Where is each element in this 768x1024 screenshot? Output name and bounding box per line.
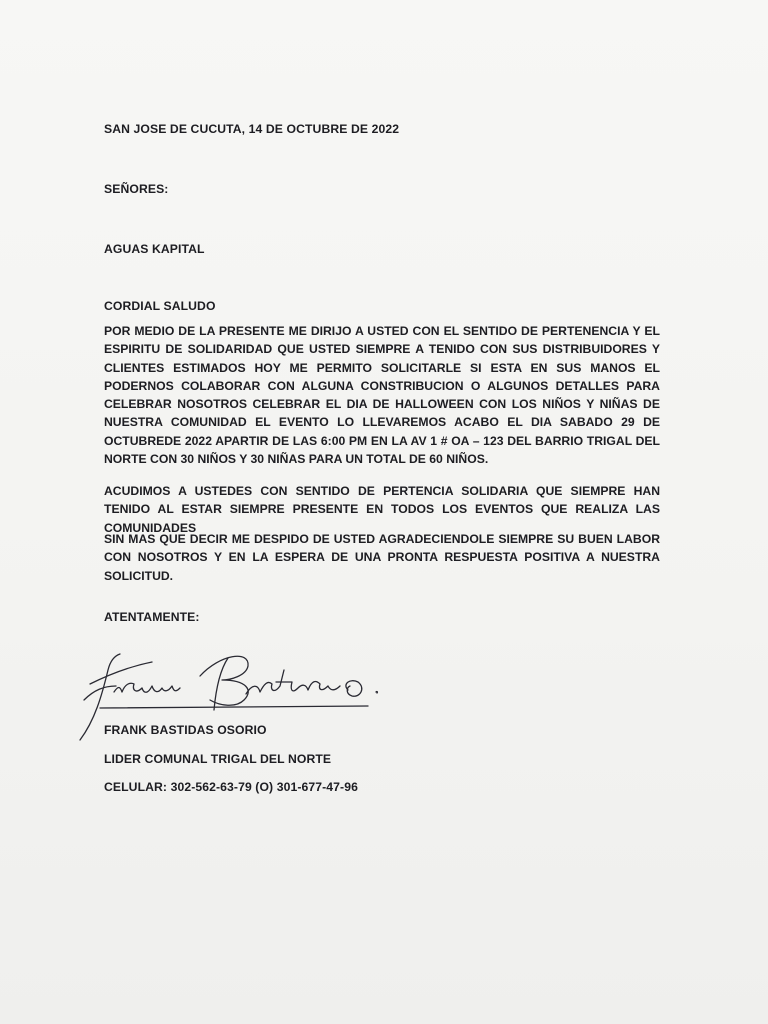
signer-title: LIDER COMUNAL TRIGAL DEL NORTE [104, 752, 332, 766]
body-paragraph-3: SIN MAS QUE DECIR ME DESPIDO DE USTED AGRADECIENDOLE SIEMPRE SU BUEN LABOR CON NOSOTROS Y EN LA ESPERA DE UNA PRONTA RESPUESTA POSITIVA A NUESTRA SOLICITUD. [104, 532, 660, 583]
signer-phone: CELULAR: 302-562-63-79 (O) 301-677-47-96 [104, 780, 358, 794]
closing: ATENTAMENTE: [104, 610, 200, 624]
greeting: CORDIAL SALUDO [104, 299, 216, 313]
signature-stroke [376, 692, 377, 693]
body-paragraph-1: POR MEDIO DE LA PRESENTE ME DIRIJO A USTED CON EL SENTIDO DE PERTENENCIA Y EL ESPIRITU DE SOLIDARIDAD QUE USTED SIEMPRE A TENIDO CON SUS DISTRIBUIDORES Y CLIENTES ESTIMADOS HOY ME PERMITO SOLICITARLE SI ESTA EN SUS MANOS EL PODERNOS COLABORAR CON ALGUNA CONSTRIBUCION O ALGUNOS DETALLES PARA CELEBRAR NOSOTROS CELEBRAR EL DIA DE HALLOWEEN CON LOS NIÑOS Y NIÑAS DE NUESTRA COMUNIDAD EL EVENTO LO LLEVAREMOS ACABO EL DIA SABADO 29 DE OCTUBREDE 2022 APARTIR DE LAS 6:00 PM EN LA AV 1 # OA – 123 DEL BARRIO TRIGAL DEL NORTE CON 30 NIÑOS Y 30 NIÑAS PARA UN TOTAL DE 60 NIÑOS. [104, 324, 660, 467]
signer-name: FRANK BASTIDAS OSORIO [104, 723, 267, 737]
signature-stroke [114, 683, 180, 692]
recipient-name: AGUAS KAPITAL [104, 242, 205, 256]
signature-stroke [214, 658, 228, 710]
place-date: SAN JOSE DE CUCUTA, 14 DE OCTUBRE DE 2022 [104, 122, 400, 136]
signature-underline [100, 706, 368, 708]
signature-stroke [90, 662, 152, 684]
signature-stroke [346, 681, 362, 697]
signature-stroke [246, 670, 340, 694]
salutation-to: SEÑORES: [104, 182, 169, 196]
body-paragraph-2: ACUDIMOS A USTEDES CON SENTIDO DE PERTENCIA SOLIDARIA QUE SIEMPRE HAN TENIDO AL ESTAR SIEMPRE PRESENTE EN TODOS LOS EVENTOS QUE REALIZA LAS COMUNIDADES [104, 484, 660, 535]
